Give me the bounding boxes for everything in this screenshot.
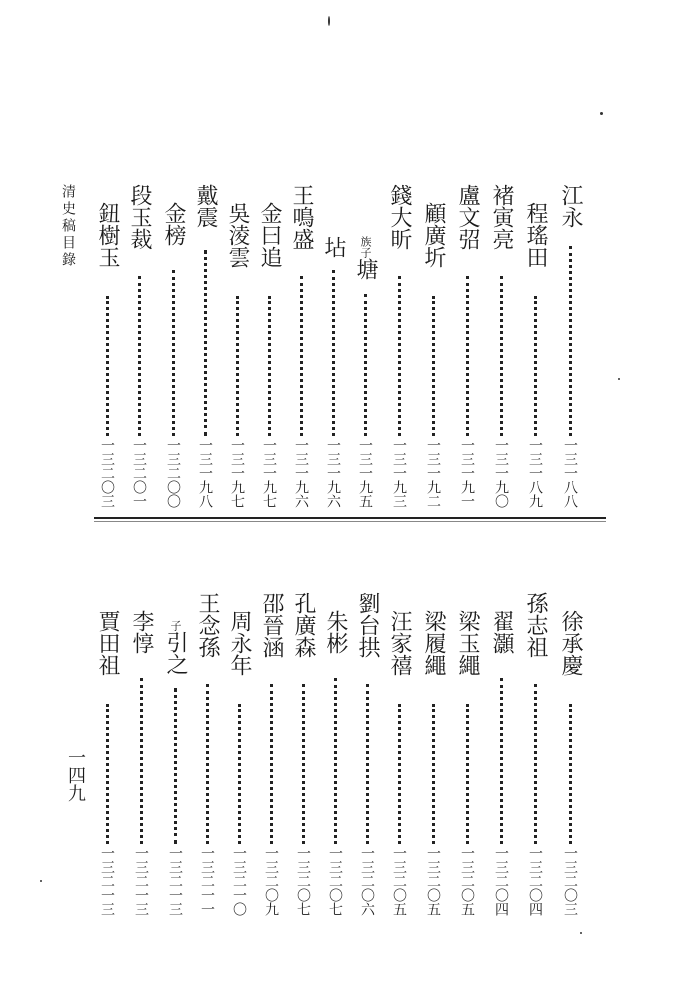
- entry-page: 一三二一〇: [231, 846, 247, 916]
- entry-name: 段玉裁: [127, 184, 152, 250]
- entry-name: [350, 236, 380, 280]
- entry-name: 程瑤田: [523, 202, 548, 268]
- entry-name: 李惇: [129, 610, 154, 654]
- entry-name: 孔廣森: [291, 592, 316, 658]
- entry-name: 翟灝: [489, 610, 514, 654]
- toc-entry: [190, 184, 220, 508]
- entry-name: 王念孫: [195, 592, 220, 658]
- entry-name: 吳淩雲: [225, 202, 250, 268]
- entry-name: 褚寅亮: [489, 184, 514, 250]
- entry-page: 一三一九一: [459, 438, 475, 508]
- leader-dots: [236, 296, 239, 436]
- leader-dots: [140, 678, 143, 844]
- entry-name-text: 塘: [353, 258, 378, 280]
- leader-dots: [268, 296, 271, 436]
- leader-dots: [106, 704, 109, 844]
- entry-name: 孫志祖: [523, 592, 548, 658]
- toc-entry: [520, 592, 550, 916]
- toc-entry: [222, 184, 252, 508]
- toc-entry: [384, 592, 414, 916]
- toc-entry: [92, 184, 122, 508]
- toc-entry: [352, 592, 382, 916]
- scan-speck: [40, 880, 42, 882]
- toc-entry: [288, 592, 318, 916]
- entry-name: 徐承慶: [558, 610, 583, 676]
- entry-name: 汪家禧: [387, 610, 412, 676]
- leader-dots: [106, 296, 109, 436]
- toc-entry: [126, 592, 156, 916]
- entry-page: 一三一九二: [425, 438, 441, 508]
- entry-name: 劉台拱: [355, 592, 380, 658]
- entry-name: 邵晉涵: [259, 592, 284, 658]
- entry-name: 賈田祖: [95, 610, 120, 676]
- leader-dots: [204, 250, 207, 436]
- toc-entry: [555, 592, 585, 916]
- entry-name: 顧廣圻: [421, 202, 446, 268]
- toc-entry: [350, 184, 380, 508]
- toc-entry: [192, 592, 222, 916]
- toc-entry: [418, 184, 448, 508]
- toc-entry: [384, 184, 414, 508]
- entry-relation-note: 子: [169, 620, 182, 631]
- toc-entry: [555, 184, 585, 508]
- entry-page: 一三二〇七: [295, 846, 311, 916]
- leader-dots: [466, 704, 469, 844]
- scan-speck: [600, 112, 603, 115]
- entry-name: 坫: [321, 236, 346, 258]
- entry-page: 一三一九六: [293, 438, 309, 508]
- entry-page: 一三一九五: [357, 438, 373, 508]
- entry-page: 一三二〇五: [425, 846, 441, 916]
- toc-entry: [520, 184, 550, 508]
- toc-entry: [256, 592, 286, 916]
- entry-page: 一三二〇三: [562, 846, 578, 916]
- entry-page: 一三一九七: [229, 438, 245, 508]
- page-number: 一四九: [65, 748, 86, 802]
- toc-entry: [92, 592, 122, 916]
- leader-dots: [366, 684, 369, 844]
- leader-dots: [398, 276, 401, 436]
- toc-entry: [224, 592, 254, 916]
- entry-page: 一三二〇五: [391, 846, 407, 916]
- entry-page: 一三二〇四: [527, 846, 543, 916]
- entry-name: 梁履繩: [421, 610, 446, 676]
- entry-page: 一三二一一: [199, 846, 215, 916]
- entry-page: 一三一九七: [261, 438, 277, 508]
- entry-page: 一三二〇一: [131, 438, 147, 508]
- leader-dots: [398, 704, 401, 844]
- entry-name: 梁玉繩: [455, 610, 480, 676]
- leader-dots: [334, 678, 337, 844]
- toc-entry: [254, 184, 284, 508]
- leader-dots: [432, 704, 435, 844]
- entry-name: 王鳴盛: [289, 184, 314, 250]
- section-divider: [94, 517, 606, 519]
- entry-name-text: 引之: [163, 631, 188, 675]
- entry-page: 一三二〇六: [359, 846, 375, 916]
- entry-page: 一三一九三: [391, 438, 407, 508]
- leader-dots: [174, 688, 177, 844]
- entry-name: 鈕樹玉: [95, 202, 120, 268]
- toc-entry: [160, 592, 190, 916]
- leader-dots: [432, 296, 435, 436]
- toc-entry: [320, 592, 350, 916]
- entry-name: 金曰追: [257, 202, 282, 268]
- entry-page: 一三二一三: [167, 846, 183, 916]
- entry-name: 金榜: [161, 202, 186, 246]
- entry-page: 一三一九八: [197, 438, 213, 508]
- entry-name: [160, 620, 190, 675]
- entry-name: 盧文弨: [455, 184, 480, 250]
- leader-dots: [206, 684, 209, 844]
- entry-name: 朱彬: [323, 610, 348, 654]
- entry-page: 一三二〇五: [459, 846, 475, 916]
- entry-page: 一三一八九: [527, 438, 543, 508]
- toc-entry: [124, 184, 154, 508]
- entry-name: 戴震: [193, 184, 218, 228]
- leader-dots: [364, 294, 367, 436]
- toc-entry: [486, 184, 516, 508]
- entry-name: 周永年: [227, 610, 252, 676]
- leader-dots: [238, 704, 241, 844]
- leader-dots: [332, 270, 335, 436]
- entry-page: 一三二〇七: [327, 846, 343, 916]
- entry-page: 一三二〇三: [99, 438, 115, 508]
- toc-entry: [452, 184, 482, 508]
- entry-page: 一三二〇〇: [165, 438, 181, 508]
- entry-page: 一三二〇九: [263, 846, 279, 916]
- section-divider-thin: [94, 521, 606, 522]
- scan-speck: [618, 378, 620, 380]
- toc-entry: [486, 592, 516, 916]
- entry-relation-note: 族子: [359, 236, 372, 258]
- toc-entry: [318, 184, 348, 508]
- leader-dots: [534, 296, 537, 436]
- scan-speck: [328, 16, 330, 26]
- leader-dots: [569, 704, 572, 844]
- leader-dots: [534, 684, 537, 844]
- leader-dots: [569, 246, 572, 436]
- entry-page: 一三二一三: [99, 846, 115, 916]
- toc-entry: [452, 592, 482, 916]
- leader-dots: [172, 270, 175, 436]
- leader-dots: [466, 276, 469, 436]
- leader-dots: [138, 276, 141, 436]
- leader-dots: [300, 276, 303, 436]
- toc-entry: [286, 184, 316, 508]
- entry-page: 一三二〇四: [493, 846, 509, 916]
- entry-page: 一三一九〇: [493, 438, 509, 508]
- entry-page: 一三二一三: [133, 846, 149, 916]
- toc-entry: [418, 592, 448, 916]
- leader-dots: [500, 678, 503, 844]
- toc-entry: [158, 184, 188, 508]
- entry-page: 一三一八八: [562, 438, 578, 508]
- entry-page: 一三一九六: [325, 438, 341, 508]
- entry-name: 江永: [558, 184, 583, 228]
- scan-speck: [580, 932, 582, 934]
- running-title: 清史稿目錄: [60, 184, 76, 269]
- entry-name: 錢大昕: [387, 184, 412, 250]
- leader-dots: [302, 684, 305, 844]
- leader-dots: [500, 276, 503, 436]
- leader-dots: [270, 684, 273, 844]
